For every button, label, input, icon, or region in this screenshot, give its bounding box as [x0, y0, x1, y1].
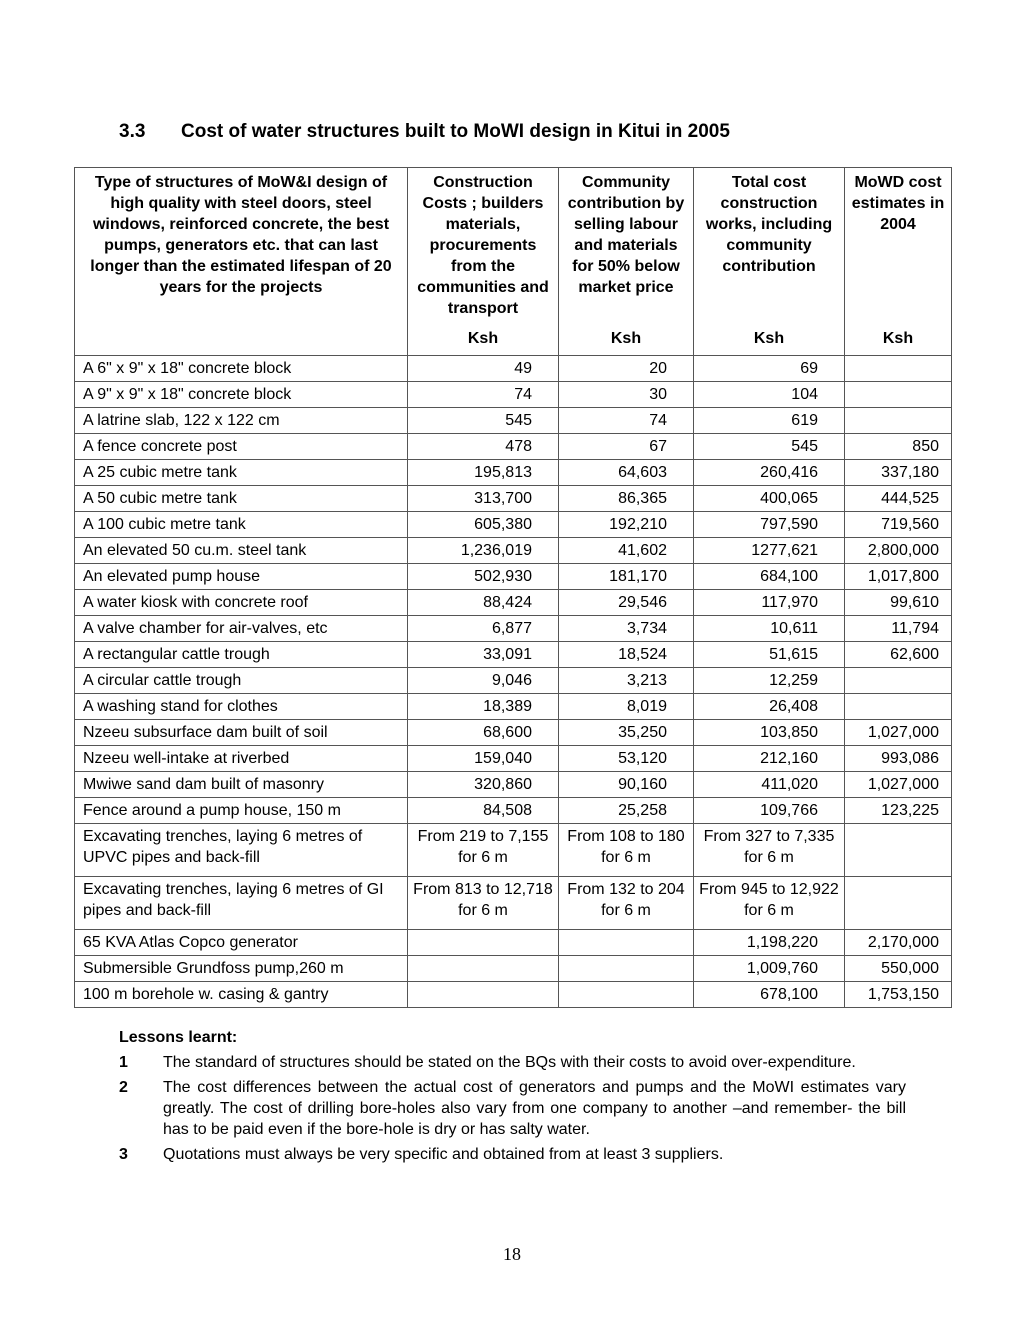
structure-name-cell: Mwiwe sand dam built of masonry [75, 772, 408, 798]
cost-table [74, 167, 952, 1008]
table-row [75, 356, 952, 382]
community-contribution-cell: 30 [559, 382, 694, 408]
section-heading [119, 121, 730, 143]
total-cost-cell: 619 [694, 408, 845, 434]
construction-cost-cell: 9,046 [408, 668, 559, 694]
structure-name-cell: Nzeeu subsurface dam built of soil [75, 720, 408, 746]
community-contribution-cell: 53,120 [559, 746, 694, 772]
table-row [75, 720, 952, 746]
structure-name-cell: A 9" x 9" x 18" concrete block [75, 382, 408, 408]
lesson-text: The standard of structures should be stated on the BQs with their costs to avoid over-expenditure. [163, 1054, 856, 1071]
lesson-item [119, 1144, 906, 1165]
header-label: Community contribution by selling labour and materials for 50% below market price [567, 174, 685, 296]
header-mowd-estimates [845, 168, 952, 356]
lesson-number: 2 [119, 1079, 128, 1096]
community-contribution-cell: 8,019 [559, 694, 694, 720]
mowd-estimate-cell: 62,600 [845, 642, 952, 668]
lesson-number: 1 [119, 1054, 128, 1071]
construction-cost-cell [408, 956, 559, 982]
table-row [75, 668, 952, 694]
construction-cost-cell [408, 930, 559, 956]
construction-cost-cell: 502,930 [408, 564, 559, 590]
lesson-text: The cost differences between the actual cost of generators and pumps and the MoWI estimates vary greatly. The cost of drilling bore-holes also vary from one company to another –and remember- the bill has to be paid even if the bore-hole is dry or has salty water. [163, 1079, 906, 1138]
total-cost-cell: 117,970 [694, 590, 845, 616]
community-contribution-cell: 90,160 [559, 772, 694, 798]
mowd-estimate-cell: 1,017,800 [845, 564, 952, 590]
header-label: Construction Costs ; builders materials, procurements from the communities and transport [417, 174, 549, 317]
community-contribution-cell: 25,258 [559, 798, 694, 824]
total-cost-cell: 104 [694, 382, 845, 408]
header-unit: Ksh [882, 330, 914, 347]
construction-cost-cell: 6,877 [408, 616, 559, 642]
mowd-estimate-cell: 850 [845, 434, 952, 460]
construction-cost-cell: From 813 to 12,718 for 6 m [408, 877, 559, 930]
mowd-estimate-cell: 2,800,000 [845, 538, 952, 564]
structure-name-cell: A circular cattle trough [75, 668, 408, 694]
header-label: Type of structures of MoW&I design of high quality with steel doors, steel windows, reinforced concrete, the best pumps, generators etc. that can last longer than the estimated lifespan of 20 years for the projects [90, 174, 392, 296]
construction-cost-cell: 49 [408, 356, 559, 382]
total-cost-cell: 26,408 [694, 694, 845, 720]
mowd-estimate-cell [845, 694, 952, 720]
structure-name-cell: Excavating trenches, laying 6 metres of GI pipes and back-fill [75, 877, 408, 930]
mowd-estimate-cell: 123,225 [845, 798, 952, 824]
structure-name-cell: A fence concrete post [75, 434, 408, 460]
table-row [75, 434, 952, 460]
construction-cost-cell: 18,389 [408, 694, 559, 720]
community-contribution-cell: 35,250 [559, 720, 694, 746]
community-contribution-cell: 29,546 [559, 590, 694, 616]
mowd-estimate-cell: 11,794 [845, 616, 952, 642]
table-row [75, 460, 952, 486]
total-cost-cell: 51,615 [694, 642, 845, 668]
structure-name-cell: A water kiosk with concrete roof [75, 590, 408, 616]
construction-cost-cell: 1,236,019 [408, 538, 559, 564]
mowd-estimate-cell: 444,525 [845, 486, 952, 512]
lesson-item [119, 1052, 906, 1073]
header-construction-costs [408, 168, 559, 356]
structure-name-cell: Excavating trenches, laying 6 metres of UPVC pipes and back-fill [75, 824, 408, 877]
community-contribution-cell: From 132 to 204 for 6 m [559, 877, 694, 930]
mowd-estimate-cell [845, 668, 952, 694]
table-header-row [75, 168, 952, 356]
section-title: Cost of water structures built to MoWI design in Kitui in 2005 [181, 121, 730, 142]
construction-cost-cell: 320,860 [408, 772, 559, 798]
total-cost-cell: 1,009,760 [694, 956, 845, 982]
lessons-section [119, 1027, 906, 1169]
construction-cost-cell: 88,424 [408, 590, 559, 616]
community-contribution-cell: 18,524 [559, 642, 694, 668]
lesson-item [119, 1077, 906, 1140]
mowd-estimate-cell [845, 877, 952, 930]
construction-cost-cell: 159,040 [408, 746, 559, 772]
mowd-estimate-cell [845, 408, 952, 434]
total-cost-cell: 684,100 [694, 564, 845, 590]
mowd-estimate-cell: 1,753,150 [845, 982, 952, 1008]
community-contribution-cell: 192,210 [559, 512, 694, 538]
community-contribution-cell: 74 [559, 408, 694, 434]
header-structure-type [75, 168, 408, 356]
structure-name-cell: A 50 cubic metre tank [75, 486, 408, 512]
table-row [75, 798, 952, 824]
header-unit: Ksh [467, 330, 499, 347]
mowd-estimate-cell: 2,170,000 [845, 930, 952, 956]
table-row [75, 930, 952, 956]
header-label: Total cost construction works, including community contribution [705, 174, 833, 275]
mowd-estimate-cell [845, 824, 952, 877]
structure-name-cell: An elevated pump house [75, 564, 408, 590]
community-contribution-cell: 64,603 [559, 460, 694, 486]
table-row [75, 382, 952, 408]
community-contribution-cell: 3,213 [559, 668, 694, 694]
table-row [75, 746, 952, 772]
header-unit: Ksh [610, 330, 642, 347]
construction-cost-cell: 84,508 [408, 798, 559, 824]
mowd-estimate-cell: 719,560 [845, 512, 952, 538]
mowd-estimate-cell [845, 382, 952, 408]
community-contribution-cell: 67 [559, 434, 694, 460]
header-label: MoWD cost estimates in 2004 [851, 174, 945, 233]
structure-name-cell: A latrine slab, 122 x 122 cm [75, 408, 408, 434]
mowd-estimate-cell: 1,027,000 [845, 720, 952, 746]
table-row [75, 824, 952, 877]
community-contribution-cell: 86,365 [559, 486, 694, 512]
mowd-estimate-cell: 550,000 [845, 956, 952, 982]
community-contribution-cell: 3,734 [559, 616, 694, 642]
structure-name-cell: A 25 cubic metre tank [75, 460, 408, 486]
structure-name-cell: Fence around a pump house, 150 m [75, 798, 408, 824]
community-contribution-cell [559, 930, 694, 956]
total-cost-cell: 545 [694, 434, 845, 460]
construction-cost-cell: 478 [408, 434, 559, 460]
header-total-cost [694, 168, 845, 356]
total-cost-cell: 12,259 [694, 668, 845, 694]
table-row [75, 590, 952, 616]
total-cost-cell: 797,590 [694, 512, 845, 538]
total-cost-cell: 212,160 [694, 746, 845, 772]
total-cost-cell: 10,611 [694, 616, 845, 642]
structure-name-cell: 65 KVA Atlas Copco generator [75, 930, 408, 956]
mowd-estimate-cell: 1,027,000 [845, 772, 952, 798]
structure-name-cell: A 100 cubic metre tank [75, 512, 408, 538]
table-row [75, 486, 952, 512]
community-contribution-cell: From 108 to 180 for 6 m [559, 824, 694, 877]
community-contribution-cell: 20 [559, 356, 694, 382]
community-contribution-cell: 181,170 [559, 564, 694, 590]
structure-name-cell: A rectangular cattle trough [75, 642, 408, 668]
lessons-title: Lessons learnt: [119, 1029, 238, 1046]
total-cost-cell: 103,850 [694, 720, 845, 746]
structure-name-cell: A 6" x 9" x 18" concrete block [75, 356, 408, 382]
total-cost-cell: From 945 to 12,922 for 6 m [694, 877, 845, 930]
total-cost-cell: 1,198,220 [694, 930, 845, 956]
table-row [75, 694, 952, 720]
header-community-contribution [559, 168, 694, 356]
total-cost-cell: 1277,621 [694, 538, 845, 564]
table-row [75, 877, 952, 930]
mowd-estimate-cell: 337,180 [845, 460, 952, 486]
table-row [75, 512, 952, 538]
construction-cost-cell: 33,091 [408, 642, 559, 668]
total-cost-cell: 260,416 [694, 460, 845, 486]
construction-cost-cell: 545 [408, 408, 559, 434]
community-contribution-cell [559, 982, 694, 1008]
structure-name-cell: 100 m borehole w. casing & gantry [75, 982, 408, 1008]
table-row [75, 538, 952, 564]
total-cost-cell: From 327 to 7,335 for 6 m [694, 824, 845, 877]
total-cost-cell: 411,020 [694, 772, 845, 798]
construction-cost-cell [408, 982, 559, 1008]
structure-name-cell: Nzeeu well-intake at riverbed [75, 746, 408, 772]
header-unit: Ksh [753, 330, 785, 347]
structure-name-cell: An elevated 50 cu.m. steel tank [75, 538, 408, 564]
community-contribution-cell: 41,602 [559, 538, 694, 564]
structure-name-cell: A valve chamber for air-valves, etc [75, 616, 408, 642]
community-contribution-cell [559, 956, 694, 982]
construction-cost-cell: 68,600 [408, 720, 559, 746]
lesson-number: 3 [119, 1146, 128, 1163]
total-cost-cell: 109,766 [694, 798, 845, 824]
construction-cost-cell: 195,813 [408, 460, 559, 486]
mowd-estimate-cell [845, 356, 952, 382]
total-cost-cell: 678,100 [694, 982, 845, 1008]
mowd-estimate-cell: 99,610 [845, 590, 952, 616]
construction-cost-cell: 605,380 [408, 512, 559, 538]
table-row [75, 616, 952, 642]
table-body [75, 356, 952, 1008]
mowd-estimate-cell: 993,086 [845, 746, 952, 772]
total-cost-cell: 400,065 [694, 486, 845, 512]
page-number: 18 [503, 1244, 521, 1264]
table-row [75, 956, 952, 982]
total-cost-cell: 69 [694, 356, 845, 382]
lesson-text: Quotations must always be very specific and obtained from at least 3 suppliers. [163, 1146, 724, 1163]
structure-name-cell: Submersible Grundfoss pump,260 m [75, 956, 408, 982]
table-row [75, 408, 952, 434]
construction-cost-cell: From 219 to 7,155 for 6 m [408, 824, 559, 877]
construction-cost-cell: 74 [408, 382, 559, 408]
table-row [75, 642, 952, 668]
construction-cost-cell: 313,700 [408, 486, 559, 512]
table-row [75, 982, 952, 1008]
table-row [75, 564, 952, 590]
table-row [75, 772, 952, 798]
section-number: 3.3 [119, 121, 146, 142]
structure-name-cell: A washing stand for clothes [75, 694, 408, 720]
